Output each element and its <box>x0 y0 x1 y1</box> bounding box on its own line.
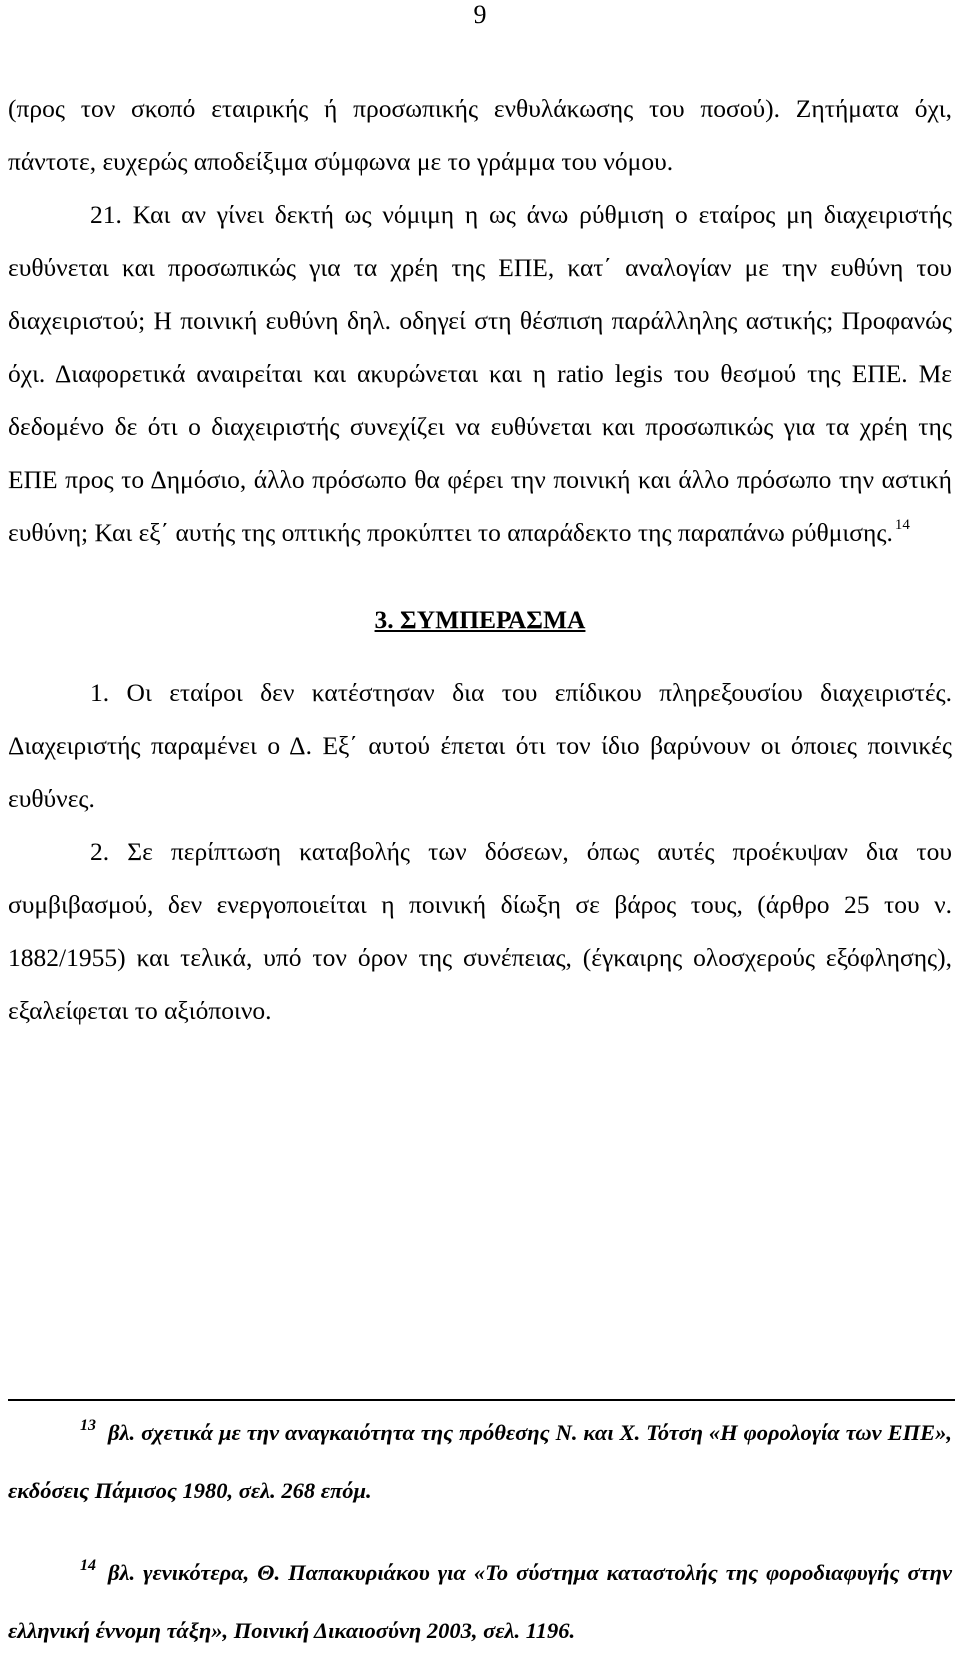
paragraph-21 <box>8 188 952 559</box>
conclusion-2: 2. Σε περίπτωση καταβολής των δόσεων, όπως αυτές προέκυψαν δια του συμβιβασμού, δεν ενεργοποιείται η ποινική δίωξη σε βάρος τους, (άρθρο 25 του ν. 1882/1955) και τελικά, υπό τον όρον της συνέπειας, (έγκαιρης ολοσχερούς εξόφλησης), εξαλείφεται το αξιόποινο. <box>8 837 952 1025</box>
paragraph-continuation: (προς τον σκοπό εταιρικής ή προσωπικής ενθυλάκωσης του ποσού). Ζητήματα όχι, πάντοτε, ευχερώς αποδείξιμα σύμφωνα με το γράμμα του νόμου. <box>8 94 952 176</box>
footnote-text: βλ. γενικότερα, Θ. Παπακυριάκου για «Το σύστημα καταστολής της φοροδιαφυγής στην ελληνική έννομη τάξη», Ποινική Δικαιοσύνη 2003, σελ. 1196. <box>8 1560 952 1643</box>
conclusion-1: 1. Οι εταίροι δεν κατέστησαν δια του επίδικου πληρεξουσίου διαχειριστές. Διαχειριστής παραμένει ο Δ. Εξ΄ αυτού έπεται ότι τον ίδιο βαρύνουν οι όποιες ποινικές ευθύνες. <box>8 678 952 813</box>
footnotes <box>8 1404 952 1660</box>
footnote-text: βλ. σχετικά με την αναγκαιότητα της πρόθεσης Ν. και Χ. Τότση «Η φορολογία των ΕΠΕ», εκδόσεις Πάμισος 1980, σελ. 268 επόμ. <box>8 1420 952 1503</box>
footnote-separator <box>8 1399 955 1401</box>
footnote-number: 14 <box>80 1557 96 1574</box>
page-number: 9 <box>473 0 487 29</box>
footnote-number: 13 <box>80 1417 96 1434</box>
paragraph-21-text: 21. Και αν γίνει δεκτή ως νόμιμη η ως άνω ρύθμιση ο εταίρος μη διαχειριστής ευθύνεται και προσωπικώς για τα χρέη της ΕΠΕ, κατ΄ αναλογίαν με την ευθύνη του διαχειριστού; Η ποινική ευθύνη δηλ. οδηγεί στη θέσπιση παράλληλης αστικής; Προφανώς όχι. Διαφορετικά αναιρείται και ακυρώνεται και η ratio legis του θεσμού της ΕΠΕ. Με δεδομένο δε ότι ο διαχειριστής συνεχίζει να ευθύνεται και προσωπικώς για τα χρέη της ΕΠΕ προς το Δημόσιο, άλλο πρόσωπο θα φέρει την ποινική και άλλο πρόσωπο την αστική ευθύνη; Και εξ΄ αυτής της οπτικής προκύπτει το απαράδεκτο της παραπάνω ρύθμισης. <box>8 200 952 547</box>
footnote-reference-14[interactable]: 14 <box>894 517 910 533</box>
section-heading: 3. ΣΥΜΠΕΡΑΣΜΑ <box>374 605 586 634</box>
body-text <box>8 82 952 1037</box>
footnote-13 <box>8 1404 952 1520</box>
